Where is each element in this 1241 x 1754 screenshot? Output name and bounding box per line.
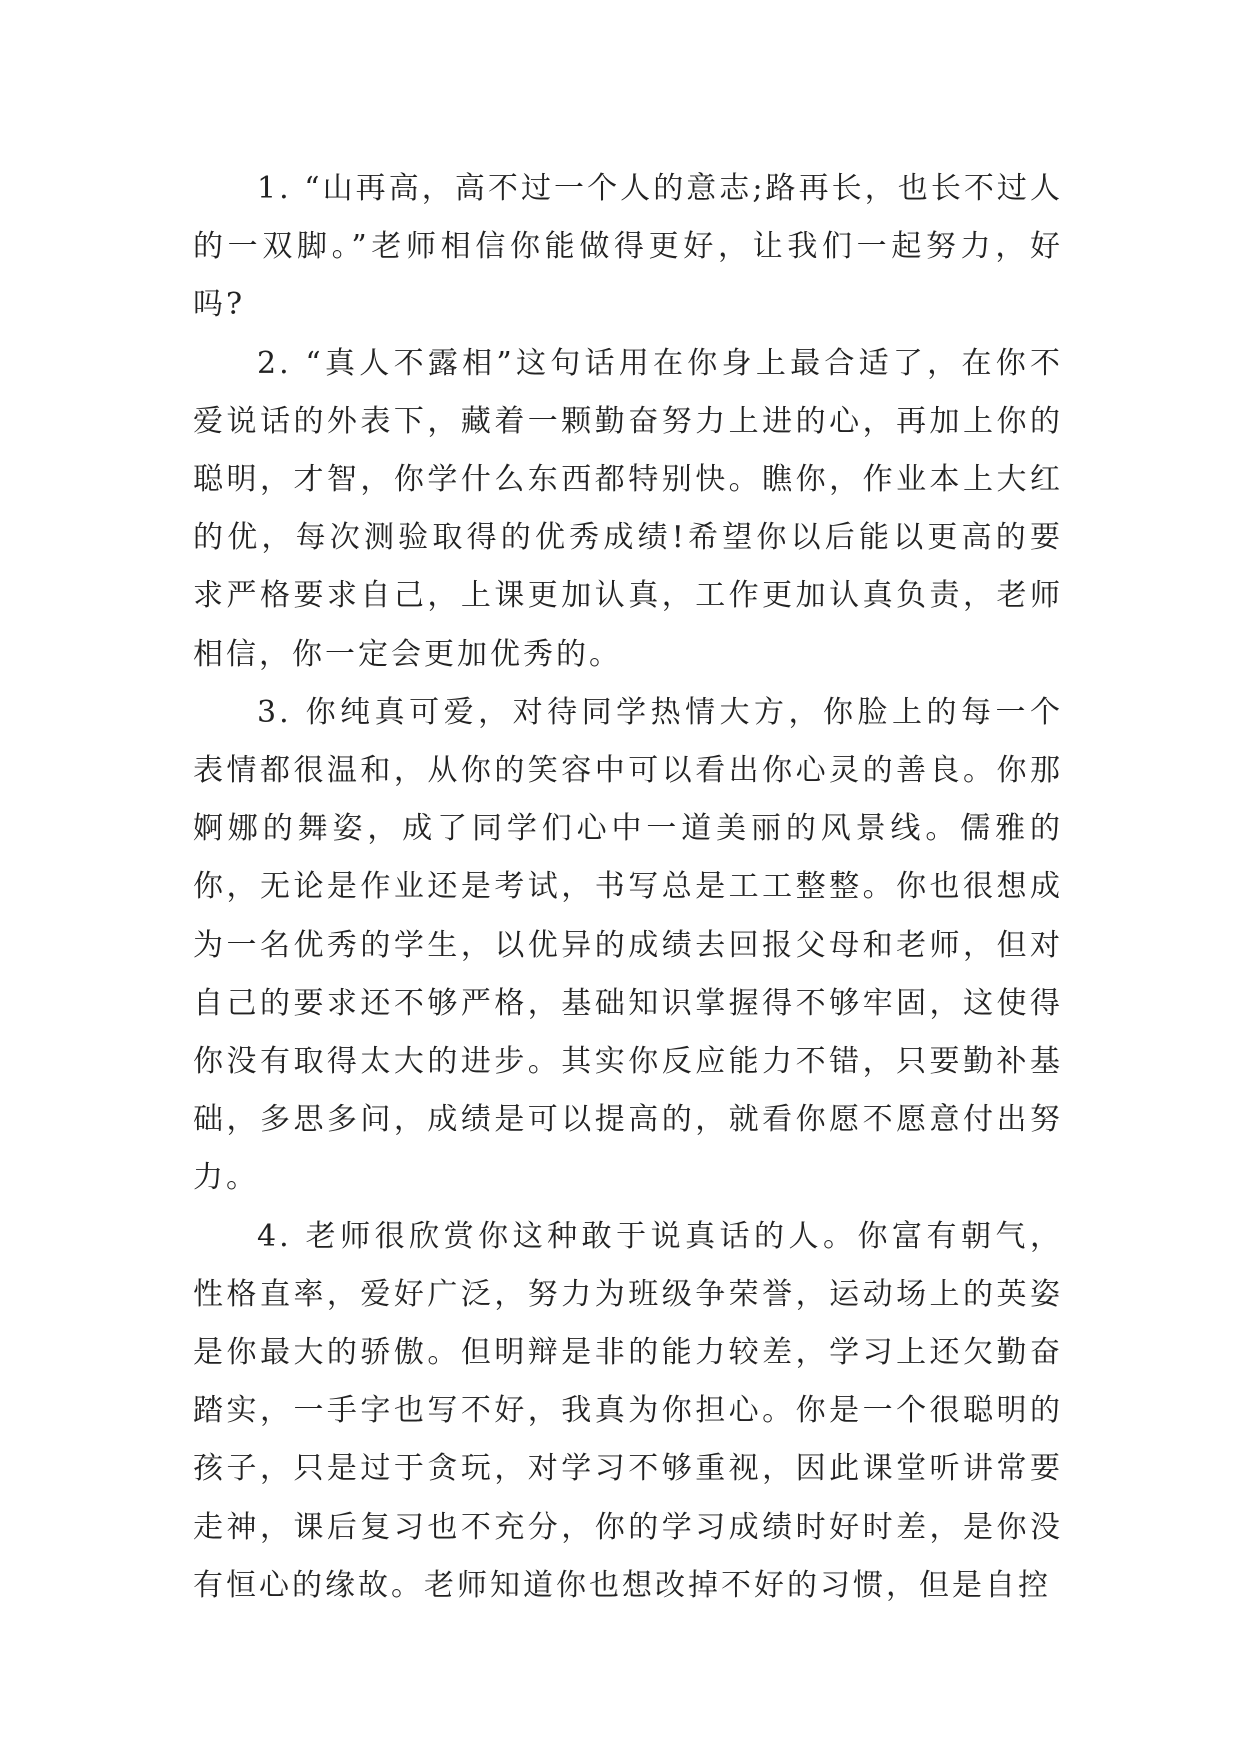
comment-paragraph-1: 1. “山再高，高不过一个人的意志;路再长，也长不过人的一双脚。”老师相信你能做得更好，让我们一起努力，好吗? [193,171,1063,323]
comment-paragraph-2: 2. “真人不露相”这句话用在你身上最合适了，在你不爱说话的外表下，藏着一颗勤奋努力上进的心，再加上你的聪明，才智，你学什么东西都特别快。瞧你，作业本上大红的优，每次测验取得的优秀成绩!希望你以后能以更高的要求严格要求自己，上课更加认真，工作更加认真负责，老师相信，你一定会更加优秀的。 [193,345,1063,672]
document-body [193,160,1063,1615]
comment-paragraph-4: 4. 老师很欣赏你这种敢于说真话的人。你富有朝气，性格直率，爱好广泛，努力为班级争荣誉，运动场上的英姿是你最大的骄傲。但明辩是非的能力较差，学习上还欠勤奋踏实，一手字也写不好，我真为你担心。你是一个很聪明的孩子，只是过于贪玩，对学习不够重视，因此课堂听讲常要走神，课后复习也不充分，你的学习成绩时好时差，是你没有恒心的缘故。老师知道你也想改掉不好的习惯，但是自控 [193,1218,1063,1603]
comment-paragraph-3: 3. 你纯真可爱，对待同学热情大方，你脸上的每一个表情都很温和，从你的笑容中可以看出你心灵的善良。你那婀娜的舞姿，成了同学们心中一道美丽的风景线。儒雅的你，无论是作业还是考试，书写总是工工整整。你也很想成为一名优秀的学生，以优异的成绩去回报父母和老师，但对自己的要求还不够严格，基础知识掌握得不够牢固，这使得你没有取得太大的进步。其实你反应能力不错，只要勤补基础，多思多问，成绩是可以提高的，就看你愿不愿意付出努力。 [193,694,1063,1196]
